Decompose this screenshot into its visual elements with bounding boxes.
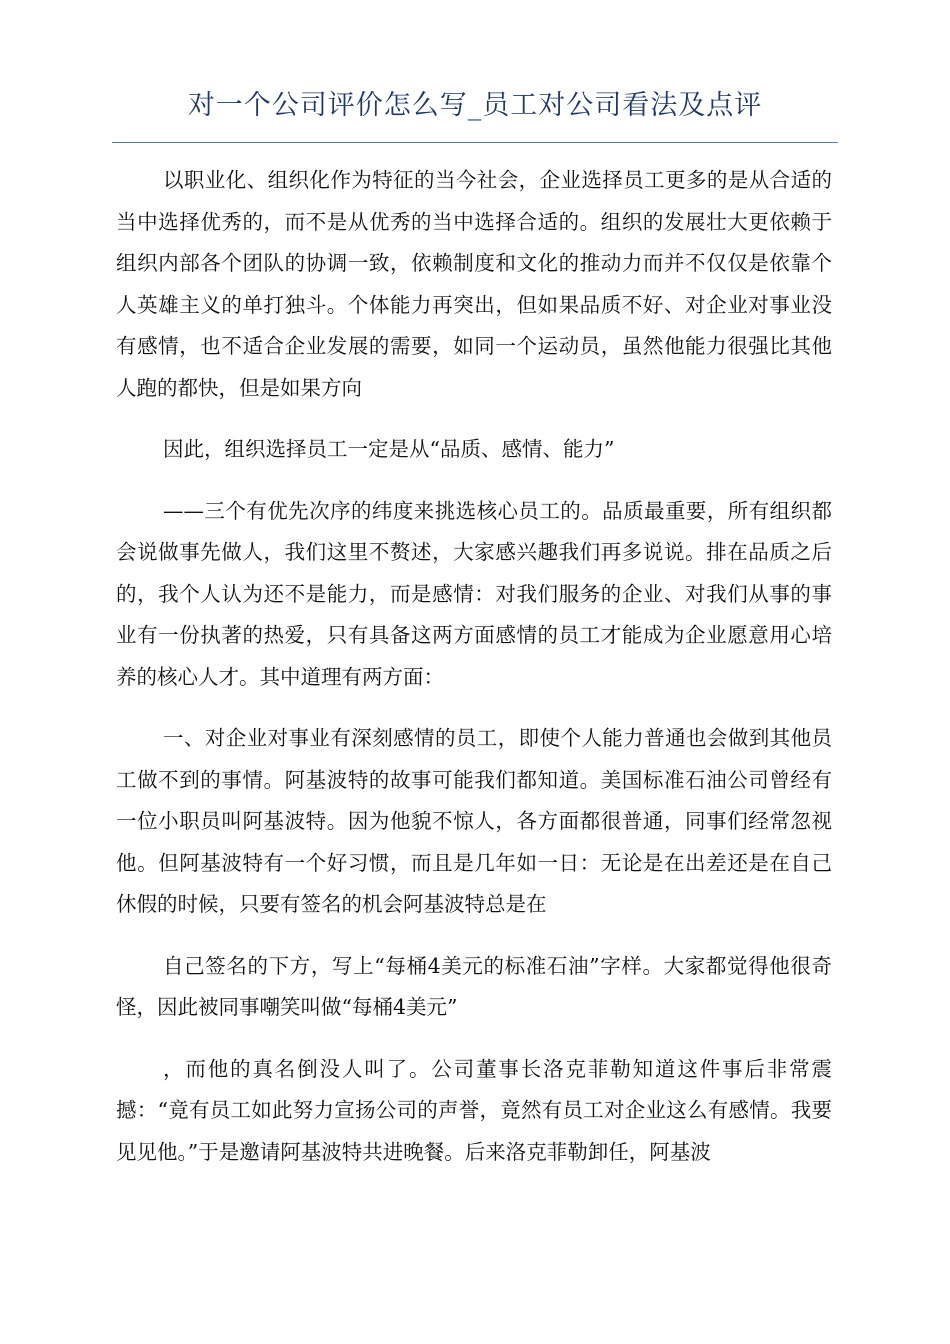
paragraph-5: 自己签名的下方，写上“每桶4美元的标准石油”字样。大家都觉得他很奇怪，因此被同事嘲笑叫做“每桶4美元” [116,953,832,1019]
paragraph-6: ，而他的真名倒没人叫了。公司董事长洛克菲勒知道这件事后非常震撼：“竟有员工如此努力宣扬公司的声誉，竟然有员工对企业这么有感情。我要见见他。”于是邀请阿基波特共进晚餐。后来洛克菲勒卸任，阿基波 [116,1056,832,1164]
title-underline [112,142,838,143]
paragraph-3: ——三个有优先次序的纬度来挑选核心员工的。品质最重要，所有组织都会说做事先做人，我们这里不赘述，大家感兴趣我们再多说说。排在品质之后的，我个人认为还不是能力，而是感情：对我们服务的企业、对我们从事的事业有一份执著的热爱，只有具备这两方面感情的员工才能成为企业愿意用心培养的核心人才。其中道理有两方面： [116,498,832,689]
paragraph-2: 因此，组织选择员工一定是从“品质、感情、能力” [163,437,615,461]
paragraph-4: 一、对企业对事业有深刻感情的员工，即使个人能力普通也会做到其他员工做不到的事情。阿基波特的故事可能我们都知道。美国标准石油公司曾经有一位小职员叫阿基波特。因为他貌不惊人，各方面都很普通，同事们经常忽视他。但阿基波特有一个好习惯，而且是几年如一日：无论是在出差还是在自己休假的时候，只要有签名的机会阿基波特总是在 [116,726,832,916]
document-body [116,160,832,1193]
paragraph-1: 以职业化、组织化作为特征的当今社会，企业选择员工更多的是从合适的当中选择优秀的，而不是从优秀的当中选择合适的。组织的发展壮大更依赖于组织内部各个团队的协调一致，依赖制度和文化的推动力而并不仅仅是依靠个人英雄主义的单打独斗。个体能力再突出，但如果品质不好、对企业对事业没有感情，也不适合企业发展的需要，如同一个运动员，虽然他能力很强比其他人跑的都快，但是如果方向 [116,168,832,400]
document-title: 对一个公司评价怎么写_员工对公司看法及点评 [187,90,763,121]
